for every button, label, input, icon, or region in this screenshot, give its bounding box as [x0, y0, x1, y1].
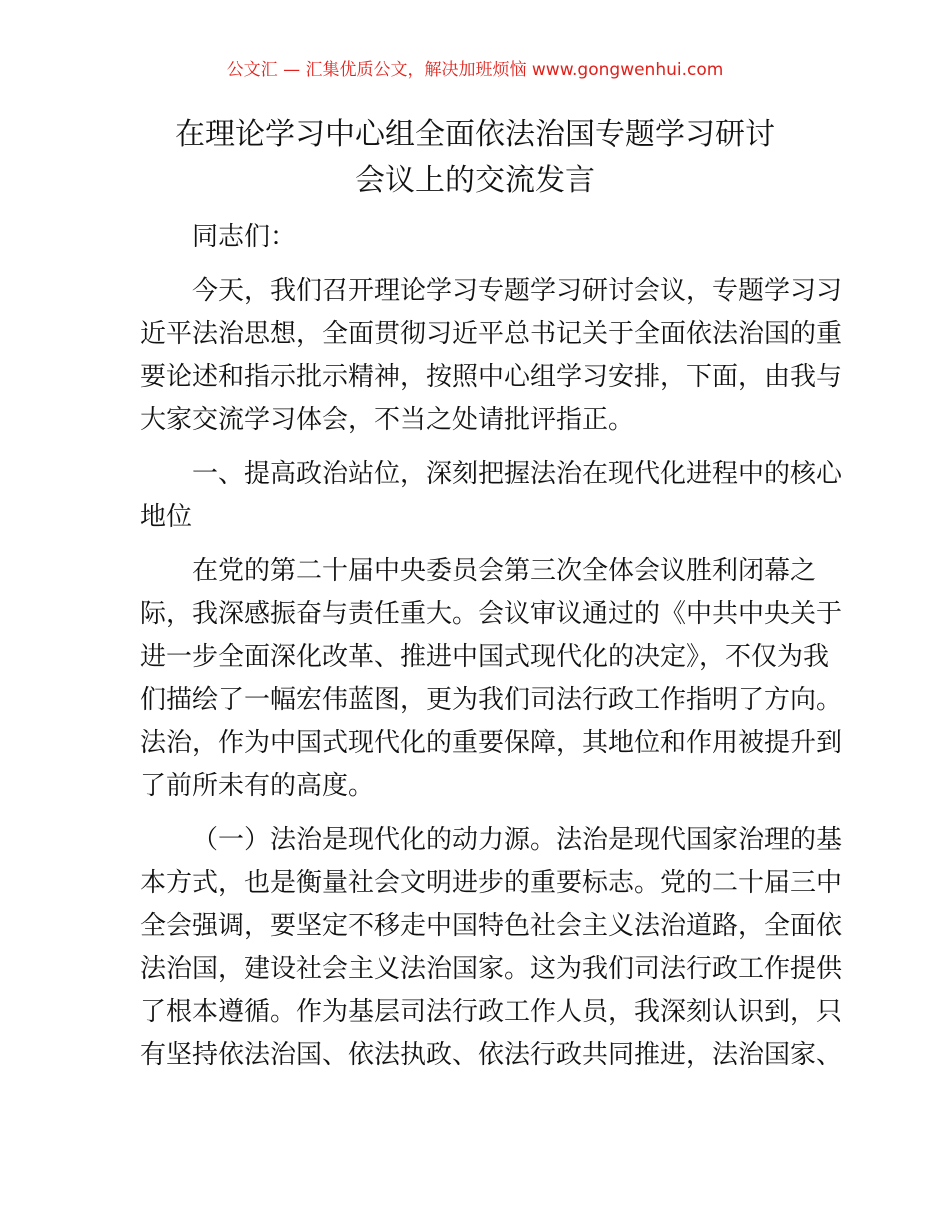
paragraph-line: 际，我深感振奋与责任重大。会议审议通过的《中共中央关于 — [140, 599, 843, 629]
paragraph — [140, 270, 843, 442]
paragraph-line: 在党的第二十届中央委员会第三次全体会议胜利闭幕之 — [192, 556, 817, 586]
paragraph-line: 同志们： — [192, 222, 297, 252]
paragraph — [140, 550, 843, 808]
paragraph — [140, 819, 843, 1077]
title-line: 在理论学习中心组全面依法治国专题学习研讨 — [175, 117, 775, 152]
paragraph-line: 进一步全面深化改革、推进中国式现代化的决定》，不仅为我 — [140, 642, 830, 672]
paragraph-line: 本方式，也是衡量社会文明进步的重要标志。党的二十届三中 — [140, 868, 843, 898]
paragraph-line: 一、提高政治站位，深刻把握法治在现代化进程中的核心 — [192, 459, 843, 489]
paragraph-line: 今天，我们召开理论学习专题学习研讨会议，专题学习习 — [192, 276, 843, 306]
paragraph-line: 有坚持依法治国、依法执政、依法行政共同推进，法治国家、 — [140, 1040, 843, 1070]
paragraph-line: 地位 — [140, 502, 193, 532]
document-body — [140, 216, 843, 1088]
paragraph — [140, 453, 843, 539]
paragraph-line: 要论述和指示批示精神，按照中心组学习安排，下面，由我与 — [140, 362, 843, 392]
paragraph-line: 了根本遵循。作为基层司法行政工作人员，我深刻认识到，只 — [140, 997, 843, 1027]
paragraph-line: 了前所未有的高度。 — [140, 771, 375, 801]
title-line: 会议上的交流发言 — [355, 163, 595, 198]
paragraph-line: 们描绘了一幅宏伟蓝图，更为我们司法行政工作指明了方向。 — [140, 685, 843, 715]
paragraph-line: （一）法治是现代化的动力源。法治是现代国家治理的基 — [192, 825, 843, 855]
paragraph-line: 近平法治思想，全面贯彻习近平总书记关于全面依法治国的重 — [140, 319, 843, 349]
watermark-header: 公文汇 — 汇集优质公文，解决加班烦恼 www.gongwenhui.com — [226, 60, 724, 80]
paragraph — [140, 216, 820, 259]
paragraph-line: 大家交流学习体会，不当之处请批评指正。 — [140, 405, 635, 435]
paragraph-line: 法治，作为中国式现代化的重要保障，其地位和作用被提升到 — [140, 728, 843, 758]
paragraph-line: 法治国，建设社会主义法治国家。这为我们司法行政工作提供 — [140, 954, 843, 984]
document-title — [100, 112, 850, 204]
paragraph-line: 全会强调，要坚定不移走中国特色社会主义法治道路，全面依 — [140, 911, 843, 941]
